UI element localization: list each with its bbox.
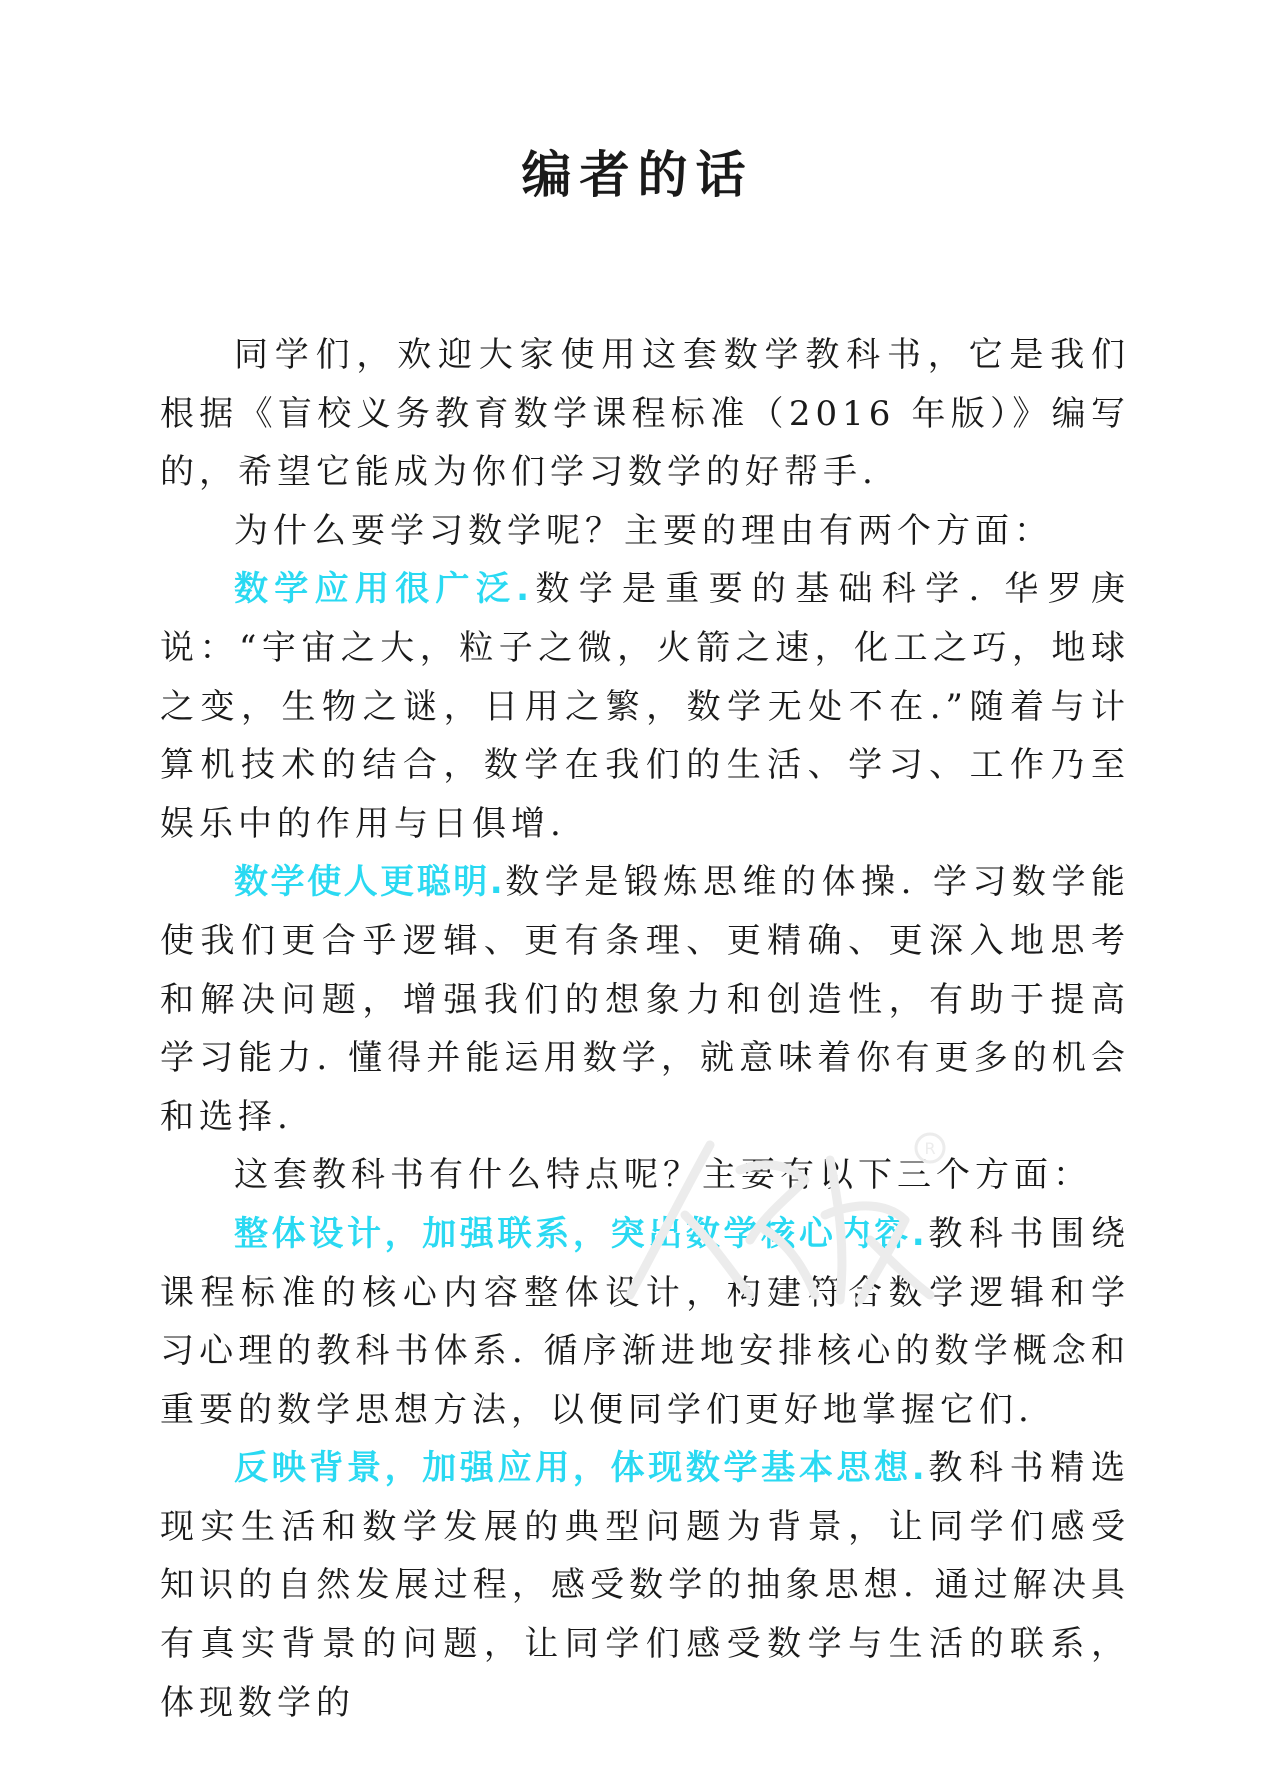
highlight-phrase: 数学应用很广泛. bbox=[234, 569, 532, 610]
highlight-phrase: 反映背景，加强应用，体现数学基本思想. bbox=[234, 1448, 927, 1489]
paragraph-text: 数学是锻炼思维的体操. 学习数学能使我们更合乎逻辑、更有条理、更精确、更深入地思考和解决问题，增强我们的想象力和创造性，有助于提高学习能力. 懂得并能运用数学，就意味着你有更多的机会和选择. bbox=[160, 862, 1130, 1137]
paragraph-7 bbox=[160, 1439, 1130, 1732]
highlight-phrase: 整体设计，加强联系，突出数学核心内容. bbox=[234, 1213, 927, 1254]
paragraph-text: 为什么要学习数学呢？主要的理由有两个方面： bbox=[234, 510, 1053, 551]
paragraph-text: 数学是重要的基础科学. 华罗庚说：“宇宙之大，粒子之微，火箭之速，化工之巧，地球之变，生物之谜，日用之繁，数学无处不在.”随着与计算机技术的结合，数学在我们的生活、学习、工作乃至娱乐中的作用与日俱增. bbox=[160, 569, 1130, 844]
svg-text:R: R bbox=[924, 1139, 936, 1158]
paragraph-text: 这套教科书有什么特点呢？主要有以下三个方面： bbox=[234, 1155, 1092, 1196]
paragraph-text: 教科书精选现实生活和数学发展的典型问题为背景，让同学们感受知识的自然发展过程，感受数学的抽象思想. 通过解决具有真实背景的问题，让同学们感受数学与生活的联系，体现数学的 bbox=[160, 1448, 1130, 1723]
paragraph-5 bbox=[160, 1146, 1130, 1205]
body-text bbox=[160, 326, 1130, 1732]
highlight-phrase: 数学使人更聪明. bbox=[234, 862, 505, 903]
paragraph-6 bbox=[160, 1205, 1130, 1439]
page-title: 编者的话 bbox=[521, 145, 754, 204]
paragraph-text: 教科书围绕课程标准的核心内容整体设计，构建符合数学逻辑和学习心理的教科书体系. 循序渐进地安排核心的数学概念和重要的数学思想方法，以便同学们更好地掌握它们. bbox=[160, 1213, 1130, 1430]
paragraph-1 bbox=[160, 326, 1130, 502]
paragraph-text: 同学们，欢迎大家使用这套数学教科书，它是我们根据《盲校义务教育数学课程标准（2016 年版）》编写的，希望它能成为你们学习数学的好帮手. bbox=[160, 335, 1130, 493]
paragraph-2 bbox=[160, 502, 1130, 561]
paragraph-4 bbox=[160, 853, 1130, 1146]
paragraph-3 bbox=[160, 560, 1130, 853]
